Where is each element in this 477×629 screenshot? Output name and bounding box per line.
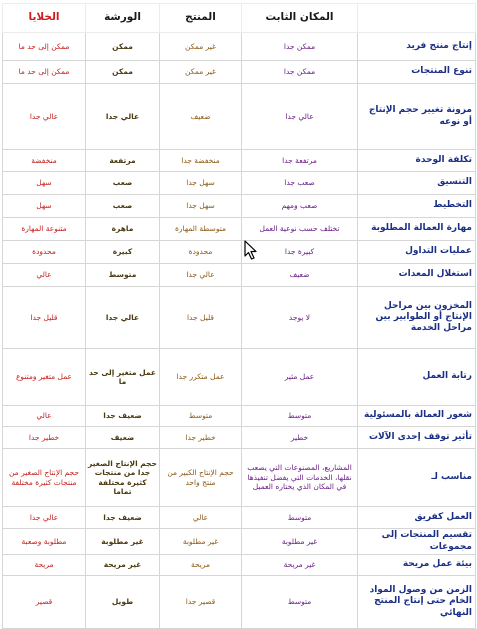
row-label: تكلفة الوحدة xyxy=(358,150,476,172)
table-row xyxy=(3,576,476,629)
row-label: مرونة تغيير حجم الإنتاج أو نوعه xyxy=(358,84,476,150)
cell-workshop: مرتفعة xyxy=(86,150,160,172)
cell-workshop: كبيرة xyxy=(86,241,160,264)
cell-product: غير مطلوبة xyxy=(160,529,242,555)
header-corner xyxy=(358,4,476,33)
table-row xyxy=(3,61,476,84)
table-row xyxy=(3,150,476,172)
cell-fixed-position: صعب جدا xyxy=(242,172,358,195)
cell-fixed-position: عالي جدا xyxy=(242,84,358,150)
header-fixed-position: المكان الثابت xyxy=(242,4,358,33)
cell-fixed-position: عمل مثير xyxy=(242,349,358,406)
row-label: تنوع المنتجات xyxy=(358,61,476,84)
table-row xyxy=(3,529,476,555)
cell-cells: ممكن إلى حد ما xyxy=(3,61,86,84)
row-label: إنتاج منتج فريد xyxy=(358,33,476,61)
cell-cells: مطلوبة وصعبة xyxy=(3,529,86,555)
header-row xyxy=(3,4,476,33)
cell-product: سهل جدا xyxy=(160,172,242,195)
row-label: مهارة العمالة المطلوبة xyxy=(358,218,476,241)
cell-cells: مريحة xyxy=(3,555,86,576)
cell-fixed-position: متوسط xyxy=(242,507,358,529)
row-label: مناسب لـ xyxy=(358,449,476,507)
cell-workshop: صعب xyxy=(86,172,160,195)
cell-fixed-position: صعب ومهم xyxy=(242,195,358,218)
cell-cells: خطير جدا xyxy=(3,427,86,449)
table-row xyxy=(3,507,476,529)
cell-fixed-position: كبيرة جدا xyxy=(242,241,358,264)
cell-cells: عالي xyxy=(3,406,86,427)
cell-fixed-position: متوسط xyxy=(242,576,358,629)
cell-fixed-position: لا يوجد xyxy=(242,287,358,349)
cell-cells: قليل جدا xyxy=(3,287,86,349)
cell-fixed-position: ممكن جدا xyxy=(242,61,358,84)
cell-fixed-position: متوسط xyxy=(242,406,358,427)
cell-workshop: عالي جدا xyxy=(86,84,160,150)
cell-fixed-position: ممكن جدا xyxy=(242,33,358,61)
cell-fixed-position: غير مطلوبة xyxy=(242,529,358,555)
cell-product: عالي xyxy=(160,507,242,529)
cell-fixed-position: غير مريحة xyxy=(242,555,358,576)
table-row xyxy=(3,287,476,349)
cell-workshop: ضعيف جدا xyxy=(86,507,160,529)
cell-cells: عالي xyxy=(3,264,86,287)
cell-product: قليل جدا xyxy=(160,287,242,349)
cell-cells: عالي جدا xyxy=(3,507,86,529)
cell-product: غير ممكن xyxy=(160,33,242,61)
row-label: التخطيط xyxy=(358,195,476,218)
cell-product: حجم الإنتاج الكبير من منتج واحد xyxy=(160,449,242,507)
header-workshop: الورشة xyxy=(86,4,160,33)
row-label: شعور العمالة بالمسئولية xyxy=(358,406,476,427)
cell-fixed-position: تختلف حسب نوعية العمل xyxy=(242,218,358,241)
cell-fixed-position: خطير xyxy=(242,427,358,449)
cell-workshop: عالي جدا xyxy=(86,287,160,349)
header-cells: الخلايا xyxy=(3,4,86,33)
cell-cells: عالي جدا xyxy=(3,84,86,150)
table-row xyxy=(3,427,476,449)
cell-workshop: حجم الإنتاج الصغير جدا من منتجات كثيرة مختلفة تماما xyxy=(86,449,160,507)
cell-cells: حجم الإنتاج الصغير من منتجات كثيرة مختلفة xyxy=(3,449,86,507)
cell-cells: محدودة xyxy=(3,241,86,264)
header-product: المنتج xyxy=(160,4,242,33)
cell-product: ضعيف xyxy=(160,84,242,150)
cell-cells: ممكن إلى حد ما xyxy=(3,33,86,61)
cell-cells: سهل xyxy=(3,172,86,195)
row-label: المخزون بين مراحل الإنتاج أو الطوابير بين مراحل الخدمة xyxy=(358,287,476,349)
cell-product: سهل جدا xyxy=(160,195,242,218)
table-row xyxy=(3,449,476,507)
cell-workshop: متوسط xyxy=(86,264,160,287)
cell-workshop: ممكن xyxy=(86,61,160,84)
cell-workshop: غير مريحة xyxy=(86,555,160,576)
table-row xyxy=(3,349,476,406)
cell-product: متوسط xyxy=(160,406,242,427)
cell-cells: متنوعة المهارة xyxy=(3,218,86,241)
row-label: رتابة العمل xyxy=(358,349,476,406)
row-label: العمل كفريق xyxy=(358,507,476,529)
cell-workshop: ضعيف جدا xyxy=(86,406,160,427)
cell-workshop: ضعيف xyxy=(86,427,160,449)
row-label: التنسيق xyxy=(358,172,476,195)
cell-workshop: صعب xyxy=(86,195,160,218)
mouse-cursor-icon xyxy=(244,240,258,260)
cell-product: محدودة xyxy=(160,241,242,264)
cell-cells: عمل متغير ومتنوع xyxy=(3,349,86,406)
cell-workshop: ممكن xyxy=(86,33,160,61)
cell-workshop: غير مطلوبة xyxy=(86,529,160,555)
cell-workshop: عمل متغير إلى حد ما xyxy=(86,349,160,406)
row-label: تقسيم المنتجات إلى مجموعات xyxy=(358,529,476,555)
cell-product: خطير جدا xyxy=(160,427,242,449)
cell-fixed-position: ضعيف xyxy=(242,264,358,287)
cell-cells: منخفضة xyxy=(3,150,86,172)
row-label: الزمن من وصول المواد الخام حتى إنتاج المنتج النهائي xyxy=(358,576,476,629)
row-label: استغلال المعدات xyxy=(358,264,476,287)
cell-fixed-position: مرتفعة جدا xyxy=(242,150,358,172)
table-row xyxy=(3,33,476,61)
cell-product: قصير جدا xyxy=(160,576,242,629)
cell-workshop: طويل xyxy=(86,576,160,629)
row-label: عمليات التداول xyxy=(358,241,476,264)
table-row xyxy=(3,218,476,241)
cell-product: غير ممكن xyxy=(160,61,242,84)
table-row xyxy=(3,172,476,195)
table-row xyxy=(3,195,476,218)
cell-product: منخفضة جدا xyxy=(160,150,242,172)
cell-cells: سهل xyxy=(3,195,86,218)
comparison-table xyxy=(2,3,476,629)
cell-fixed-position: المشاريع، المصنوعات التي يصعب نقلها، الخدمات التي يفضل تنفيذها في المكان الذي يختاره العميل xyxy=(242,449,358,507)
cell-product: عالي جدا xyxy=(160,264,242,287)
table-row xyxy=(3,406,476,427)
cell-cells: قصير xyxy=(3,576,86,629)
table-row xyxy=(3,241,476,264)
cell-product: عمل متكرر جدا xyxy=(160,349,242,406)
table-row xyxy=(3,555,476,576)
table-row xyxy=(3,264,476,287)
table-row xyxy=(3,84,476,150)
cell-workshop: ماهرة xyxy=(86,218,160,241)
cell-product: متوسطة المهارة xyxy=(160,218,242,241)
cell-product: مريحة xyxy=(160,555,242,576)
row-label: تأثير توقف إحدى الآلات xyxy=(358,427,476,449)
row-label: بيئة عمل مريحة xyxy=(358,555,476,576)
